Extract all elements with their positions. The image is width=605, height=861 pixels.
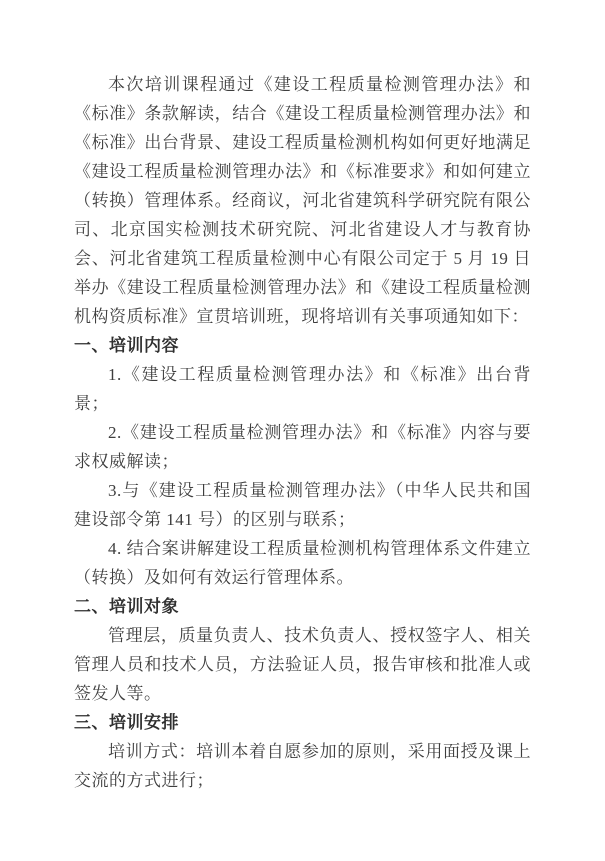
section-heading-training-audience: 二、培训对象 [74, 597, 179, 616]
training-content-item-1: 1.《建设工程质量检测管理办法》和《标准》出台背景； [74, 365, 531, 413]
training-audience-paragraph: 管理层，质量负责人、技术负责人、授权签字人、相关管理人员和技术人员，方法验证人员，报告审核和批准人或签发人等。 [74, 626, 531, 703]
section-heading-training-content: 一、培训内容 [74, 336, 179, 355]
training-content-item-3: 3.与《建设工程质量检测管理办法》（中华人民共和国建设部令第 141 号）的区别与联系； [74, 481, 531, 529]
intro-paragraph: 本次培训课程通过《建设工程质量检测管理办法》和《标准》条款解读，结合《建设工程质量检测管理办法》和《标准》出台背景、建设工程质量检测机构如何更好地满足《建设工程质量检测管理办法》和《标准要求》和如何建立（转换）管理体系。经商议，河北省建筑科学研究院有限公司、北京国实检测技术研究院、河北省建设人才与教育协会、河北省建筑工程质量检测中心有限公司定于 5 月 19 日举办《建设工程质量检测管理办法》和《建设工程质量检测机构资质标准》宣贯培训班，现将培训有关事项通知如下： [74, 75, 531, 326]
training-content-item-2: 2.《建设工程质量检测管理办法》和《标准》内容与要求权威解读； [74, 423, 531, 471]
section-heading-training-arrangement: 三、培训安排 [74, 713, 179, 732]
training-content-item-4: 4. 结合案讲解建设工程质量检测机构管理体系文件建立（转换）及如何有效运行管理体系。 [74, 539, 531, 587]
training-arrangement-paragraph: 培训方式：培训本着自愿参加的原则，采用面授及课上交流的方式进行； [74, 742, 531, 790]
